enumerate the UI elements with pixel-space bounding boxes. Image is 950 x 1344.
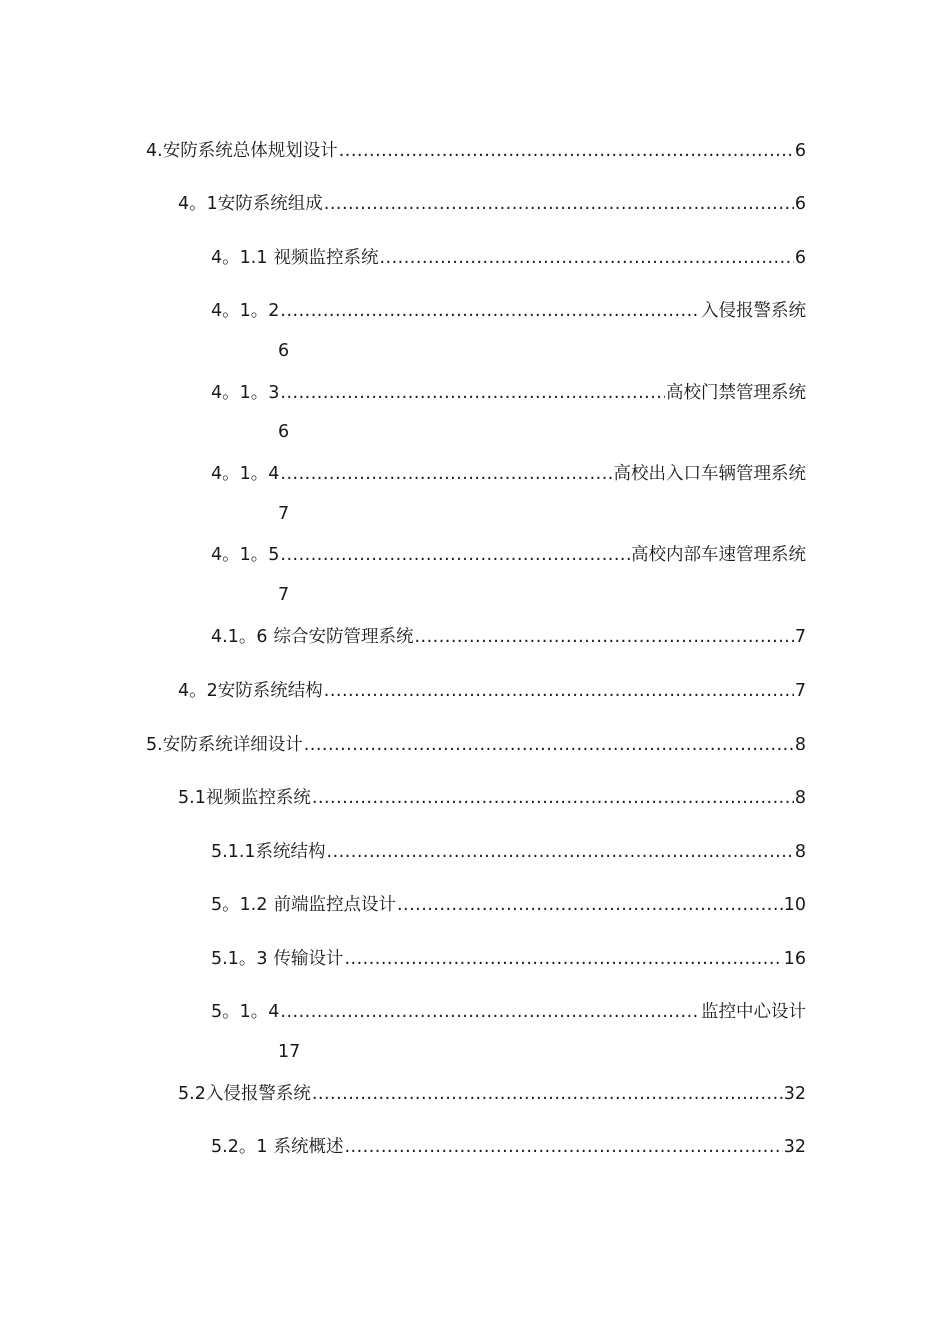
toc-entry-page: 6: [794, 248, 806, 268]
toc-leader-dots: [379, 246, 793, 270]
toc-entry-number: 5.: [146, 735, 163, 755]
toc-entry-title: 视频监控系统: [205, 788, 311, 808]
toc-leader-dots: [344, 947, 782, 971]
toc-entry-title: 系统结构: [255, 842, 326, 862]
toc-entry-title: 前端监控点设计: [273, 895, 396, 915]
toc-entry[interactable]: [178, 786, 806, 810]
toc-entry-title: 高校门禁管理系统: [666, 383, 806, 403]
toc-entry[interactable]: [211, 543, 806, 567]
toc-entry-title: 安防系统总体规划设计: [162, 141, 338, 161]
toc-leader-dots: [312, 1082, 783, 1106]
toc-entry[interactable]: [146, 733, 806, 757]
toc-entry-title: 入侵报警系统: [205, 1084, 311, 1104]
toc-entry-title: 安防系统详细设计: [162, 735, 303, 755]
toc-entry-number: 5.1。3: [211, 949, 268, 969]
toc-entry-page: 8: [794, 842, 806, 862]
toc-entry-page: 7: [278, 585, 290, 605]
toc-entry-title: 高校内部车速管理系统: [631, 545, 806, 565]
toc-entry-title: 综合安防管理系统: [273, 627, 414, 647]
toc-entry[interactable]: [211, 381, 806, 405]
toc-entry-number: 4。2: [178, 681, 218, 701]
toc-entry[interactable]: [211, 893, 806, 917]
toc-leader-dots: [280, 299, 700, 323]
toc-leader-dots: [397, 893, 783, 917]
toc-entry-page: 16: [783, 949, 806, 969]
toc-leader-dots: [327, 840, 794, 864]
toc-leader-dots: [280, 543, 630, 567]
toc-entry-number: 4。1。3: [211, 383, 280, 403]
toc-entry-title: 安防系统结构: [217, 681, 323, 701]
toc-entry-page: 7: [794, 681, 806, 701]
toc-leader-dots: [280, 462, 612, 486]
toc-entry-page: 6: [794, 141, 806, 161]
toc-leader-dots: [304, 733, 794, 757]
toc-entry-title: 传输设计: [273, 949, 344, 969]
toc-entry-title: 视频监控系统: [273, 248, 379, 268]
toc-entry-page: 6: [278, 422, 290, 442]
toc-entry[interactable]: [211, 625, 806, 649]
toc-entry-number: 4.: [146, 141, 163, 161]
toc-entry-number: 4。1.1: [211, 248, 268, 268]
toc-entry-page: 8: [794, 788, 806, 808]
toc-entry[interactable]: [211, 246, 806, 270]
toc-entry-page: 32: [783, 1137, 806, 1157]
toc-entry-page: 7: [794, 627, 806, 647]
toc-entry-number: 4。1。5: [211, 545, 280, 565]
toc-entry-page: 7: [278, 504, 290, 524]
toc-entry-title: 系统概述: [273, 1137, 344, 1157]
toc-entry-title: 入侵报警系统: [701, 301, 806, 321]
toc-leader-dots: [344, 1135, 782, 1159]
toc-leader-dots: [324, 192, 794, 216]
toc-entry-page: 6: [794, 194, 806, 214]
toc-leader-dots: [280, 381, 665, 405]
toc-entry[interactable]: [211, 1135, 806, 1159]
toc-entry-number: 4.1。6: [211, 627, 268, 647]
toc-entry[interactable]: [146, 139, 806, 163]
toc-entry-title: 监控中心设计: [701, 1002, 806, 1022]
toc-entry-page: 10: [783, 895, 806, 915]
toc-entry-number: 4。1。2: [211, 301, 280, 321]
toc-leader-dots: [280, 1000, 700, 1024]
toc-entry-page: 6: [278, 341, 290, 361]
toc-leader-dots: [324, 679, 794, 703]
toc-entry-page: 32: [783, 1084, 806, 1104]
toc-entry-page: 17: [278, 1042, 301, 1062]
toc-entry-number: 5.1: [178, 788, 206, 808]
toc-entry-page: 8: [794, 735, 806, 755]
toc-entry-title: 安防系统组成: [217, 194, 323, 214]
toc-entry-number: 5.2。1: [211, 1137, 268, 1157]
toc-entry-number: 5。1。4: [211, 1002, 280, 1022]
toc-entry[interactable]: [211, 947, 806, 971]
toc-entry-number: 5.1.1: [211, 842, 256, 862]
toc-entry-number: 4。1。4: [211, 464, 280, 484]
toc-leader-dots: [339, 139, 794, 163]
toc-entry-number: 4。1: [178, 194, 218, 214]
toc-entry[interactable]: [178, 679, 806, 703]
toc-entry[interactable]: [178, 1082, 806, 1106]
toc-entry-number: 5。1.2: [211, 895, 268, 915]
toc-leader-dots: [312, 786, 794, 810]
toc-entry-title: 高校出入口车辆管理系统: [613, 464, 806, 484]
toc-entry[interactable]: [211, 299, 806, 323]
toc-entry[interactable]: [211, 1000, 806, 1024]
toc-entry[interactable]: [178, 192, 806, 216]
toc-entry[interactable]: [211, 840, 806, 864]
toc-leader-dots: [414, 625, 793, 649]
toc-entry[interactable]: [211, 462, 806, 486]
toc-entry-number: 5.2: [178, 1084, 206, 1104]
